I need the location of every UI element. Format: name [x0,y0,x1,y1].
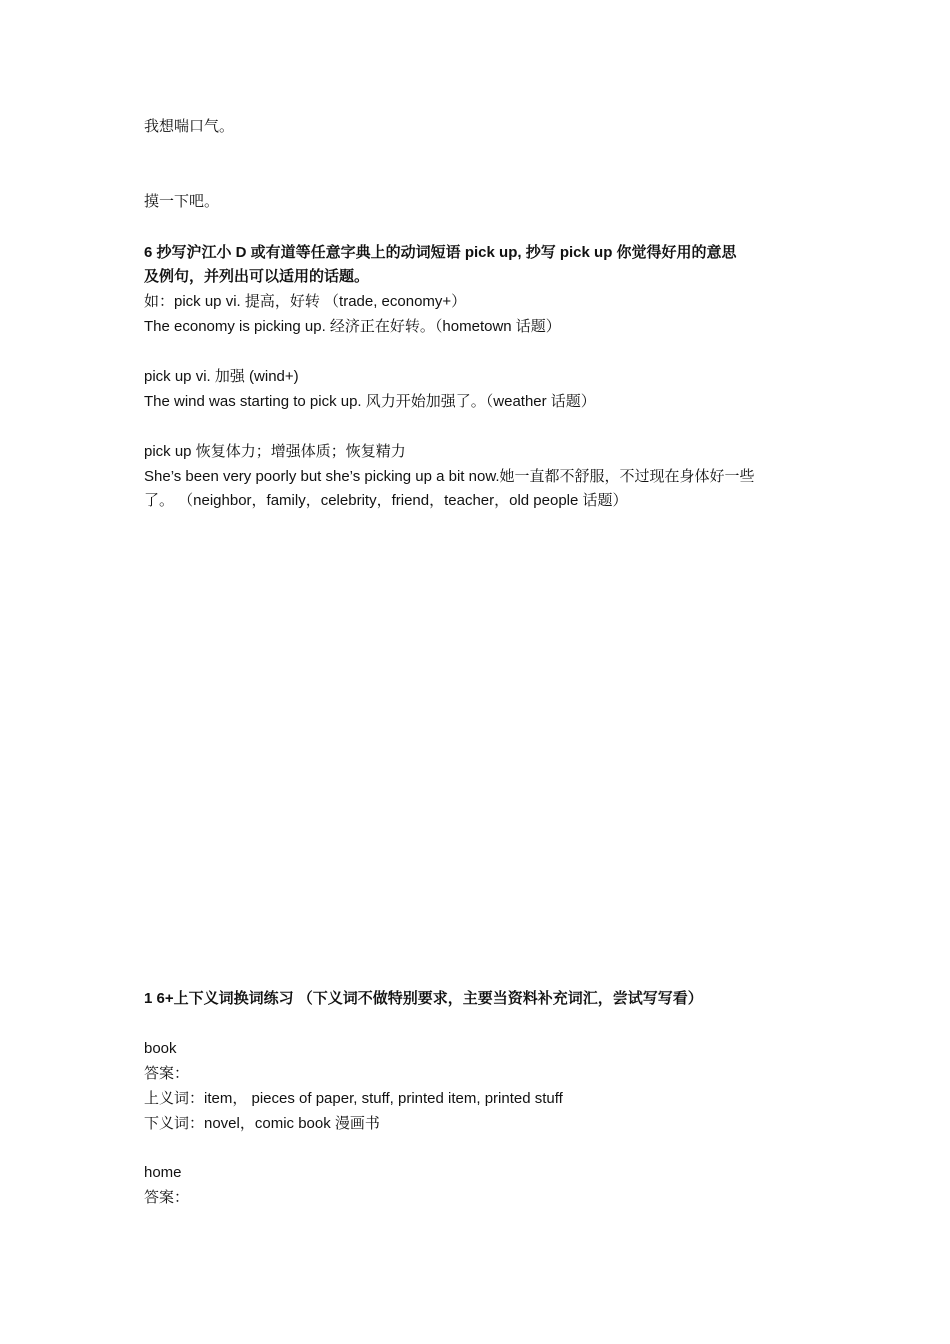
question-1-title: 1 6+上下义词换词练习 （下义词不做特别要求，主要当资料补充词汇，尝试写写看） [144,990,703,1007]
example-sentence: She’s been very poorly but she’s picking up a bit now.她一直都不舒服，不过现在身体好一些 [144,468,755,485]
definition-line: pick up 恢复体力；增强体质；恢复精力 [144,443,406,460]
sentence-line: 我想喘口气。 [144,118,235,135]
example-label: 如：pick up vi. 提高，好转 （trade, economy+） [144,293,467,310]
sentence-line: 摸一下吧。 [144,193,220,210]
question-6-title: 6 抄写沪江小 D 或有道等任意字典上的动词短语 pick up, 抄写 pick up 你觉得好用的意思 [144,244,737,261]
definition-line: pick up vi. 加强 (wind+) [144,368,299,385]
vocab-word: home [144,1164,182,1181]
example-sentence-cont: 了。 （neighbor，family，celebrity，friend，teacher，old people 话题） [144,492,628,509]
answer-label: 答案： [144,1189,190,1206]
hyponym-line: 下义词：novel，comic book 漫画书 [144,1115,380,1132]
example-sentence: The wind was starting to pick up. 风力开始加强了。（weather 话题） [144,393,596,410]
vocab-word: book [144,1040,177,1057]
answer-label: 答案： [144,1065,190,1082]
hypernym-line: 上义词：item， pieces of paper, stuff, printed item, printed stuff [144,1090,563,1107]
example-sentence: The economy is picking up. 经济正在好转。（hometown 话题） [144,318,561,335]
question-6-title-cont: 及例句，并列出可以适用的话题。 [144,268,370,285]
